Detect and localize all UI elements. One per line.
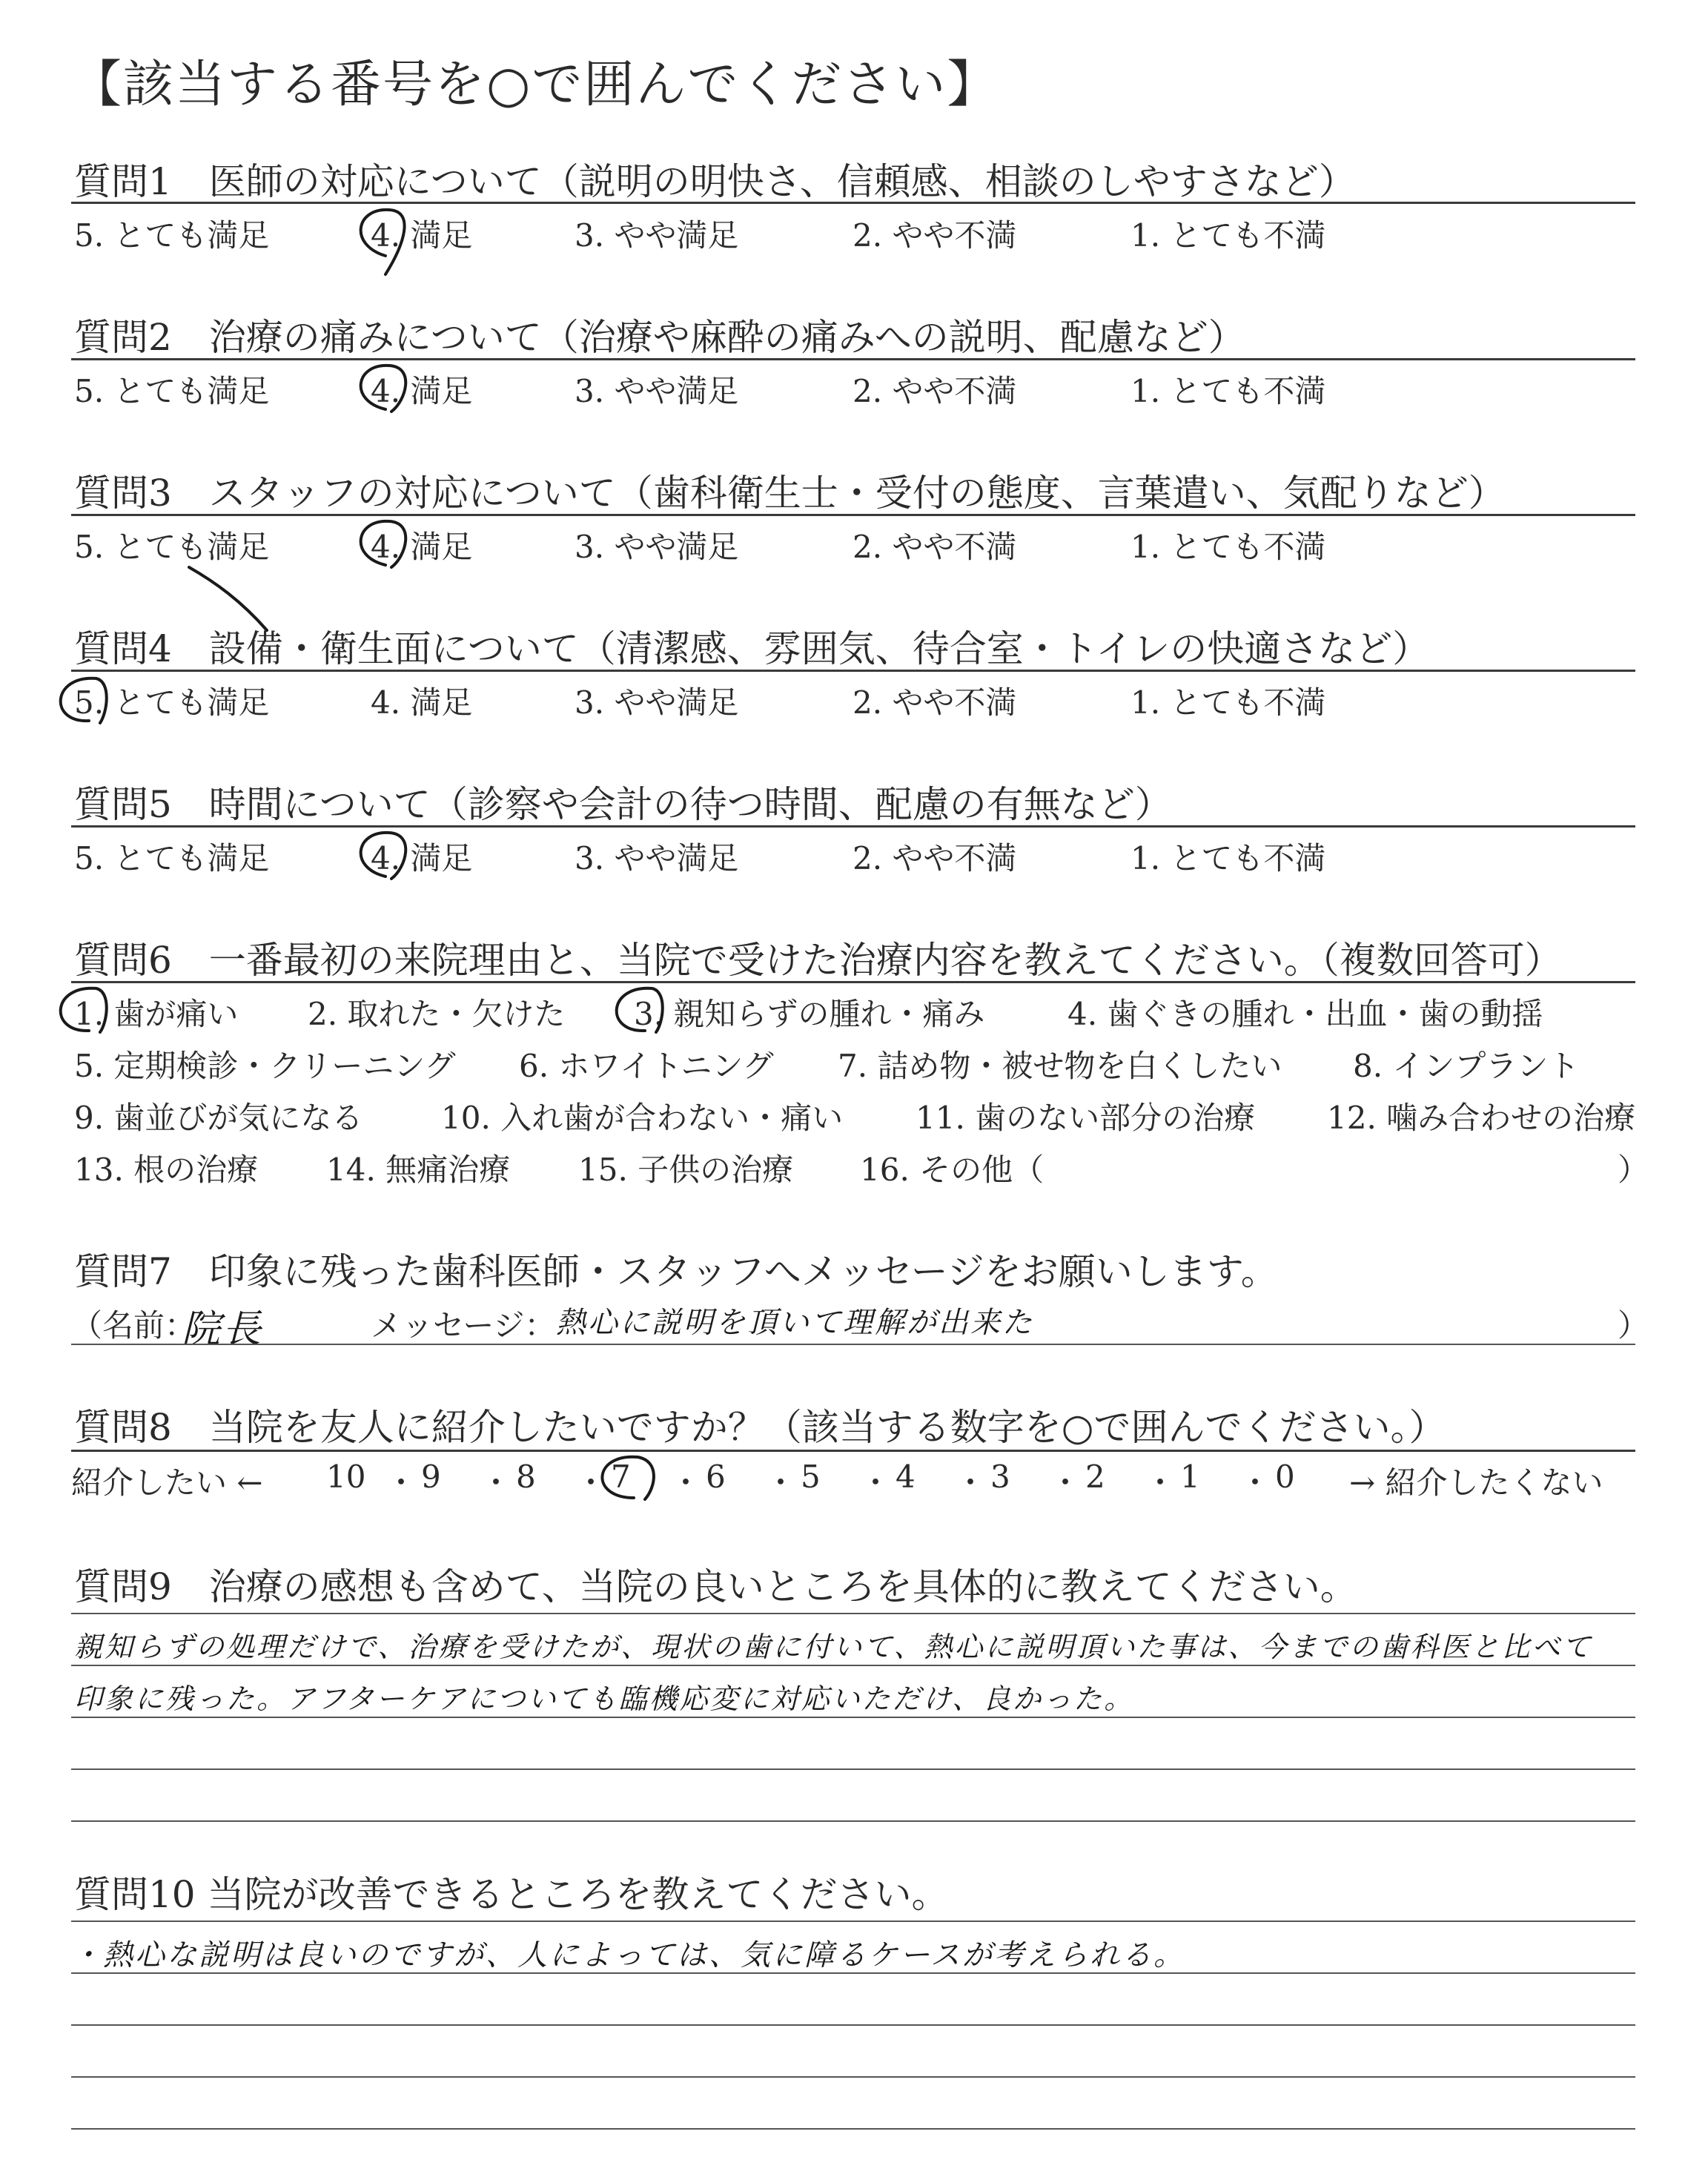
q3-option-2[interactable]: 2. やや不満 [853, 529, 1017, 565]
q4-option-4[interactable]: 4. 満足 [371, 684, 473, 721]
q7-name-label: （名前： [71, 1307, 196, 1344]
q7-message-value[interactable]: 熱心に説明を頂いて理解が出来た [556, 1306, 1034, 1340]
q8-title: 質問8 当院を友人に紹介したいですか？（該当する数字を○で囲んでください。） [74, 1406, 1446, 1449]
q10-line-5 [71, 2128, 1635, 2130]
q6-option-15[interactable]: 15. 子供の治療 [578, 1152, 794, 1188]
q9-title: 質問9 治療の感想も含めて、当院の良いところを具体的に教えてください。 [74, 1565, 1357, 1608]
q6-option-13[interactable]: 13. 根の治療 [74, 1152, 259, 1188]
q8-scale-separator: ・ [860, 1464, 892, 1501]
q5-option-3[interactable]: 3. やや満足 [575, 840, 739, 876]
q8-scale-value-3[interactable]: 3 [990, 1459, 1010, 1495]
q6-option-16[interactable]: 16. その他（ [860, 1152, 1045, 1188]
q4-title: 質問4 設備・衛生面について（清潔感、雰囲気、待合室・トイレの快適さなど） [74, 627, 1430, 670]
q5-rule [71, 825, 1635, 828]
q9-line-2 [71, 1665, 1635, 1666]
q10-line-3 [71, 2024, 1635, 2026]
q8-scale-value-4[interactable]: 4 [896, 1459, 916, 1495]
q8-scale-separator: ・ [1145, 1464, 1176, 1501]
q5-option-1[interactable]: 1. とても不満 [1131, 840, 1326, 876]
q8-scale-value-0[interactable]: 0 [1275, 1459, 1295, 1495]
q4-option-3[interactable]: 3. やや満足 [575, 684, 739, 721]
q7-close: ） [1618, 1307, 1649, 1344]
q8-scale-separator: ・ [575, 1464, 607, 1501]
q6-rule [71, 981, 1635, 983]
q4-rule [71, 670, 1635, 672]
q8-scale-separator: ・ [385, 1464, 417, 1501]
q1-option-3[interactable]: 3. やや満足 [575, 217, 739, 254]
q4-option-5[interactable]: 5. とても満足 [74, 684, 270, 721]
q8-scale-value-5[interactable]: 5 [801, 1459, 821, 1495]
q9-line-1 [71, 1613, 1635, 1614]
q6-option-11[interactable]: 11. 歯のない部分の治療 [916, 1100, 1256, 1136]
q8-scale-value-6[interactable]: 6 [706, 1459, 726, 1495]
q9-line-3 [71, 1717, 1635, 1718]
q2-option-1[interactable]: 1. とても不満 [1131, 373, 1326, 409]
q3-option-4[interactable]: 4. 満足 [371, 529, 473, 565]
page-title: 【該当する番号を○で囲んでください】 [71, 56, 999, 114]
q1-option-5[interactable]: 5. とても満足 [74, 217, 270, 254]
q5-title: 質問5 時間について（診察や会計の待つ時間、配慮の有無など） [74, 783, 1172, 826]
q4-option-1[interactable]: 1. とても不満 [1131, 684, 1326, 721]
q5-option-4[interactable]: 4. 満足 [371, 840, 473, 876]
q8-scale-value-1[interactable]: 1 [1180, 1459, 1200, 1495]
q5-option-2[interactable]: 2. やや不満 [853, 840, 1017, 876]
q8-right-label: → 紹介したくない [1349, 1464, 1603, 1501]
q3-title: 質問3 スタッフの対応について（歯科衛生士・受付の態度、言葉遣い、気配りなど） [74, 472, 1506, 515]
q9-line-4 [71, 1768, 1635, 1770]
q6-option-1[interactable]: 1. 歯が痛い [74, 996, 239, 1032]
q8-scale-value-10[interactable]: 10 [326, 1459, 366, 1495]
q8-scale-separator: ・ [1239, 1464, 1271, 1501]
q8-scale-separator: ・ [1050, 1464, 1082, 1501]
q8-left-label: 紹介したい ← [71, 1464, 263, 1501]
q2-rule [71, 358, 1635, 360]
q8-scale-value-2[interactable]: 2 [1085, 1459, 1105, 1495]
q1-rule [71, 202, 1635, 204]
q6-option-9[interactable]: 9. 歯並びが気になる [74, 1100, 363, 1136]
q2-title: 質問2 治療の痛みについて（治療や麻酔の痛みへの説明、配慮など） [74, 316, 1245, 359]
q6-title: 質問6 一番最初の来院理由と、当院で受けた治療内容を教えてください。（複数回答可） [74, 939, 1562, 982]
q3-option-5[interactable]: 5. とても満足 [74, 529, 270, 565]
q7-rule [71, 1344, 1635, 1345]
q6-option-12[interactable]: 12. 噛み合わせの治療 [1327, 1100, 1636, 1136]
q8-scale-separator: ・ [955, 1464, 987, 1501]
q3-option-1[interactable]: 1. とても不満 [1131, 529, 1326, 565]
q5-option-5[interactable]: 5. とても満足 [74, 840, 270, 876]
q6-other-close: ） [1618, 1152, 1649, 1188]
q8-scale-separator: ・ [480, 1464, 512, 1501]
q10-line-2 [71, 1972, 1635, 1974]
q6-option-14[interactable]: 14. 無痛治療 [326, 1152, 511, 1188]
q8-scale-value-8[interactable]: 8 [516, 1459, 536, 1495]
q6-option-3[interactable]: 3. 親知らずの腫れ・痛み [634, 996, 985, 1032]
q2-option-2[interactable]: 2. やや不満 [853, 373, 1017, 409]
q2-option-5[interactable]: 5. とても満足 [74, 373, 270, 409]
q10-answer-line-1[interactable]: ・熱心な説明は良いのですが、人によっては、気に障るケースが考えられる。 [71, 1938, 1185, 1972]
q10-title: 質問10 当院が改善できるところを教えてください。 [74, 1873, 949, 1916]
q6-option-4[interactable]: 4. 歯ぐきの腫れ・出血・歯の動揺 [1068, 996, 1543, 1032]
q1-title: 質問1 医師の対応について（説明の明快さ、信頼感、相談のしやすさなど） [74, 160, 1356, 203]
q3-option-3[interactable]: 3. やや満足 [575, 529, 739, 565]
q6-option-7[interactable]: 7. 詰め物・被せ物を白くしたい [838, 1048, 1282, 1084]
q4-option-2[interactable]: 2. やや不満 [853, 684, 1017, 721]
q8-scale-separator: ・ [765, 1464, 797, 1501]
q6-option-5[interactable]: 5. 定期検診・クリーニング [74, 1048, 456, 1084]
q1-option-2[interactable]: 2. やや不満 [853, 217, 1017, 254]
q2-option-3[interactable]: 3. やや満足 [575, 373, 739, 409]
q10-line-1 [71, 1920, 1635, 1922]
q2-option-4[interactable]: 4. 満足 [371, 373, 473, 409]
q7-message-label: メッセージ： [371, 1307, 556, 1344]
q6-option-10[interactable]: 10. 入れ歯が合わない・痛い [441, 1100, 844, 1136]
q1-option-4[interactable]: 4. 満足 [371, 217, 473, 254]
q6-option-6[interactable]: 6. ホワイトニング [519, 1048, 774, 1084]
q8-scale-value-7[interactable]: 7 [611, 1459, 631, 1495]
q9-line-5 [71, 1820, 1635, 1822]
q8-scale-separator: ・ [670, 1464, 702, 1501]
q3-rule [71, 514, 1635, 516]
q6-option-8[interactable]: 8. インプラント [1353, 1048, 1580, 1084]
q8-scale-value-9[interactable]: 9 [421, 1459, 441, 1495]
q1-option-1[interactable]: 1. とても不満 [1131, 217, 1326, 254]
q10-line-4 [71, 2076, 1635, 2078]
q7-title: 質問7 印象に残った歯科医師・スタッフへメッセージをお願いします。 [74, 1250, 1278, 1293]
q7-name-value[interactable]: 院長 [182, 1307, 264, 1352]
q9-answer-line-1[interactable]: 親知らずの処理だけで、治療を受けたが、現状の歯に付いて、熱心に説明頂いた事は、今までの歯科医と比べて [74, 1631, 1593, 1663]
q6-option-2[interactable]: 2. 取れた・欠けた [308, 996, 566, 1032]
q9-answer-line-2[interactable]: 印象に残った。アフターケアについても臨機応変に対応いただけ、良かった。 [74, 1682, 1135, 1715]
q8-rule [71, 1450, 1635, 1452]
